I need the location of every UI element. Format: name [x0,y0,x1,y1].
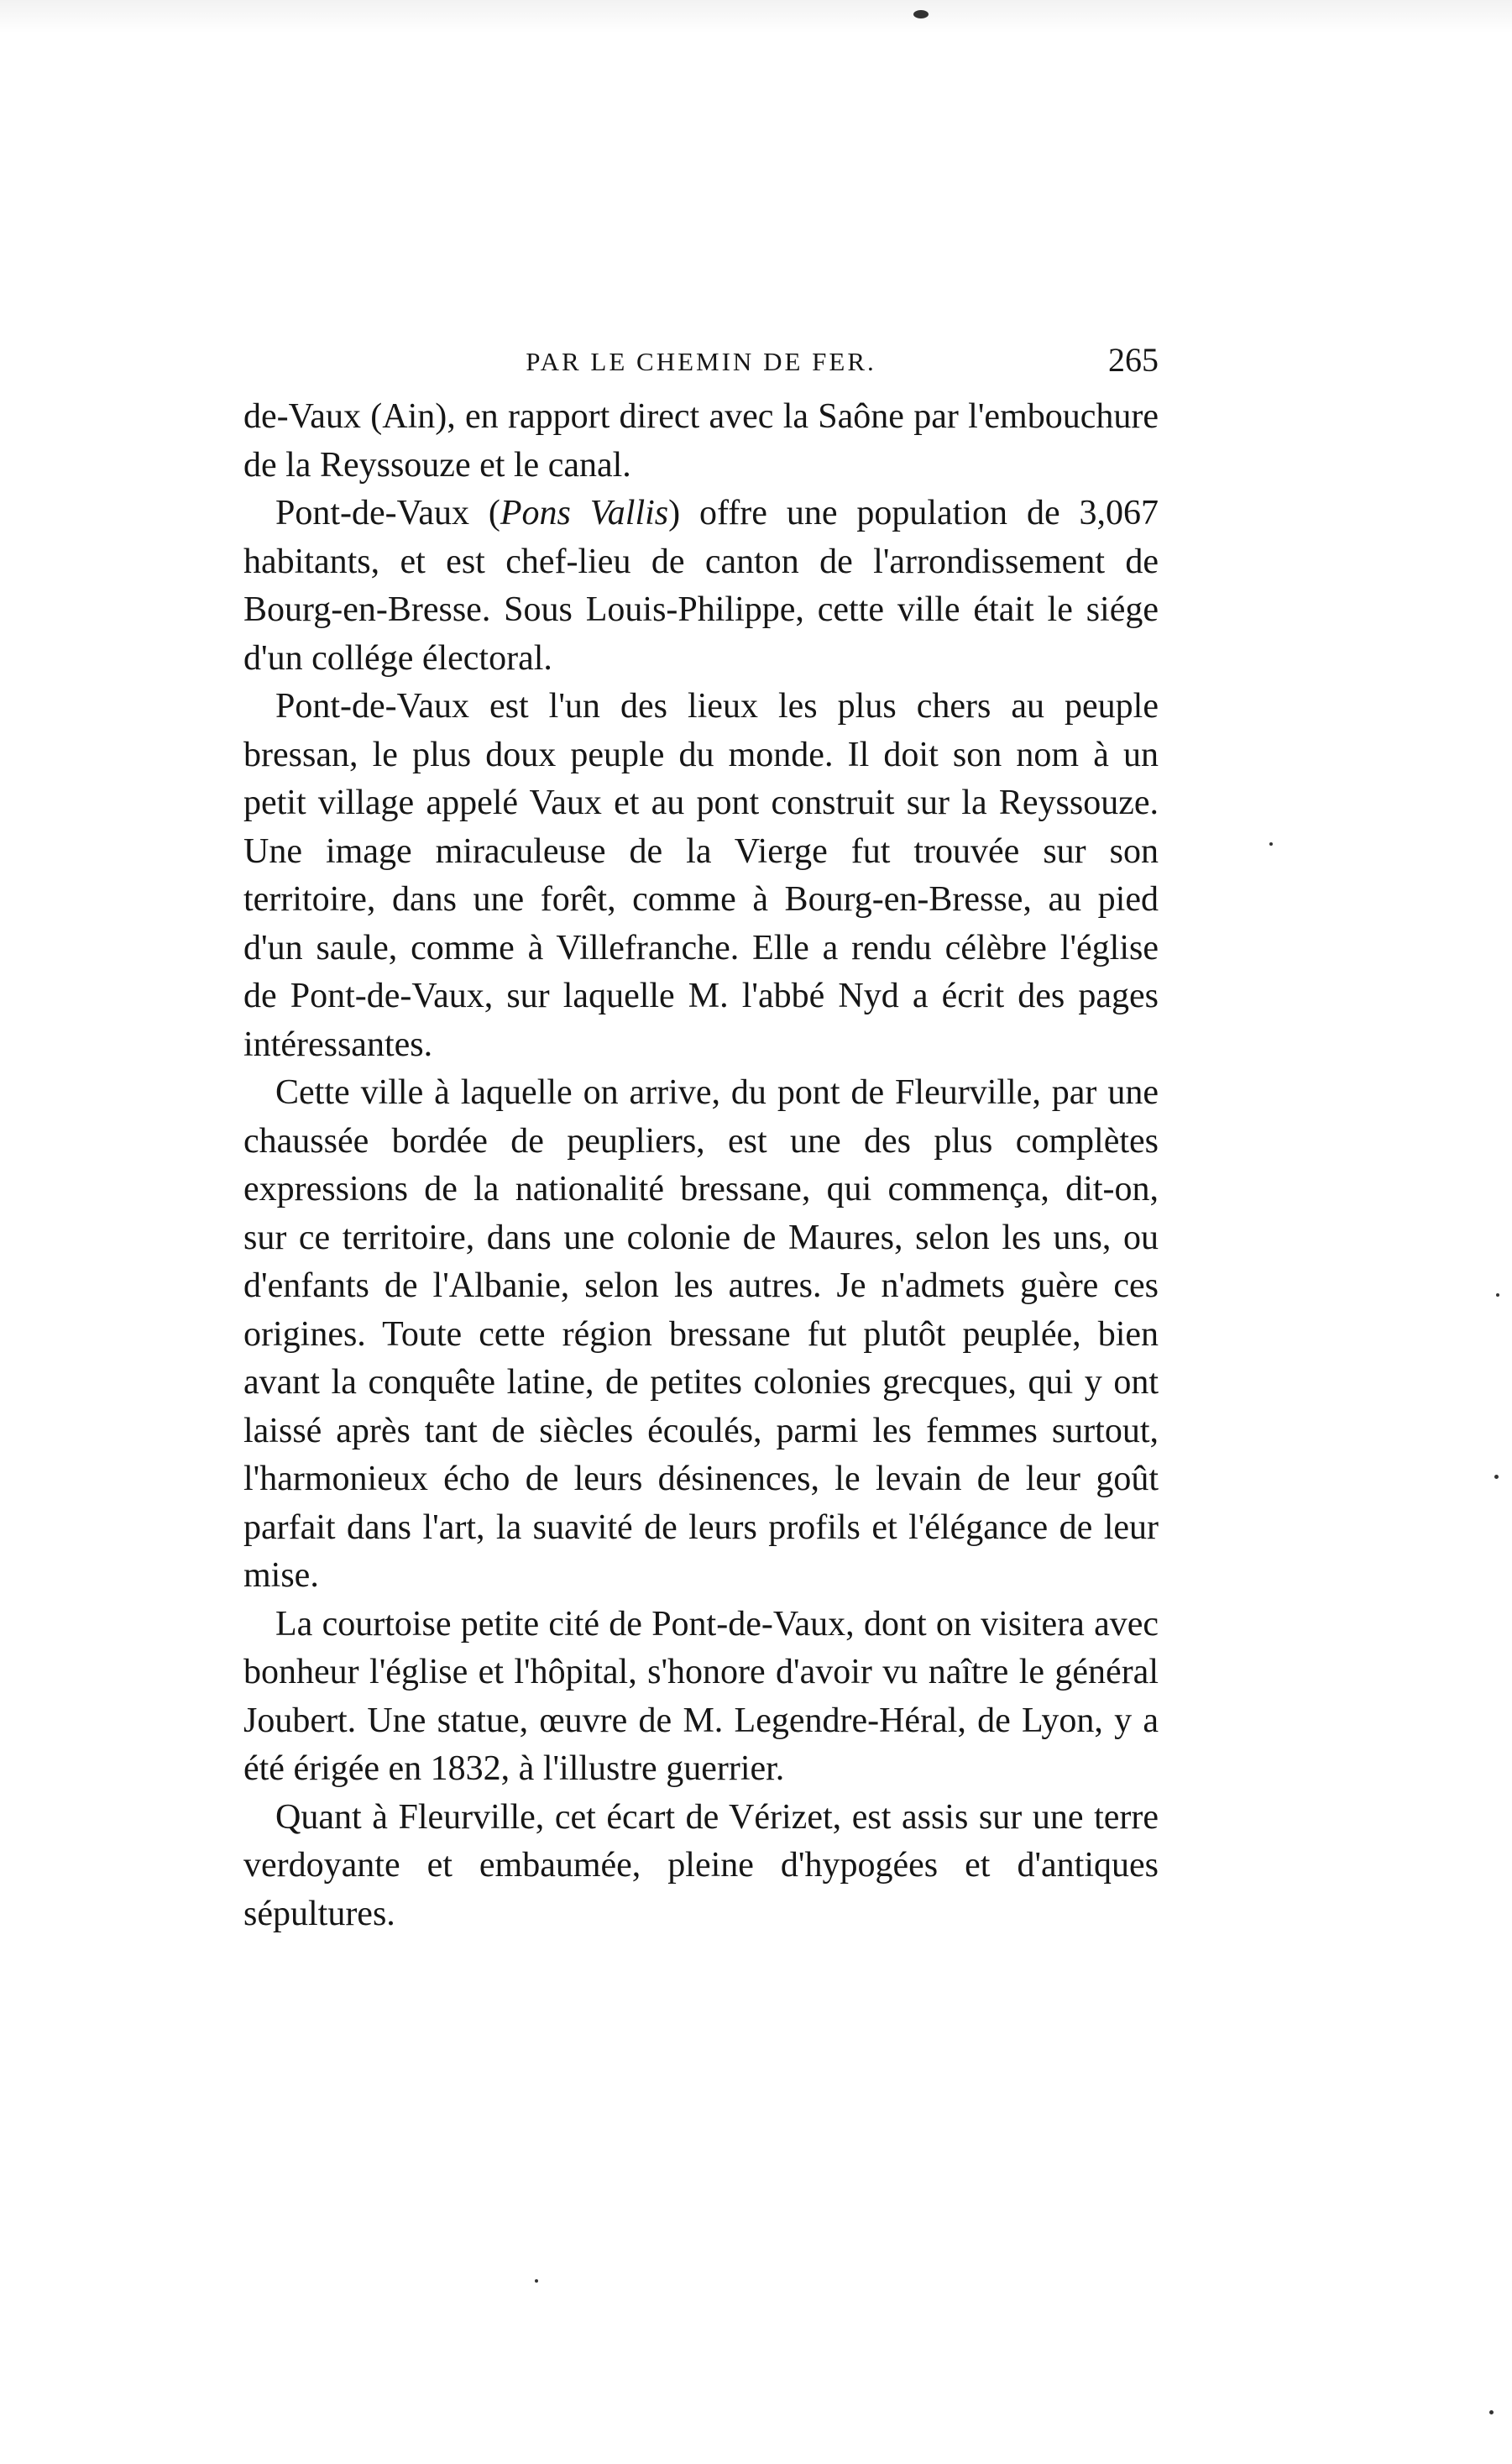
italic-text: Pons Vallis [500,494,669,532]
running-title: PAR LE CHEMIN DE FER. [526,347,876,376]
paragraph [243,1794,1159,1939]
body-text [243,393,1159,1938]
scan-speck [535,2279,538,2283]
text-run: de-Vaux (Ain), en rapport direct avec la Saône par l'embouchure de la Reyssouze et le canal. [243,397,1159,485]
running-head [243,340,1159,387]
text-run: Pont-de-Vaux ( [275,494,500,532]
text-run: La courtoise petite cité de Pont-de-Vaux, dont on visitera avec bonheur l'église et l'hôpital, s'honore d'avoir vu naître le général Joubert. Une statue, œuvre de M. Legendre-Héral, de Lyon, y a été érigée en 1832, à l'illustre guerrier. [243,1604,1159,1788]
text-run: Pont-de-Vaux est l'un des lieux les plus chers au peuple bressan, le plus doux peuple du monde. Il doit son nom à un petit village appelé Vaux et au pont construit sur la Reyssouze. Une image miraculeuse de la Vierge fut trouvée sur son territoire, dans une forêt, comme à Bourg-en-Bresse, au pied d'un saule, comme à Villefranche. Elle a rendu célèbre l'église de Pont-de-Vaux, sur laquelle M. l'abbé Nyd a écrit des pages intéressantes. [243,687,1159,1064]
text-run: Cette ville à laquelle on arrive, du pont de Fleurville, par une chaussée bordée de peupliers, est une des plus complètes expressions de la nationalité bressane, qui commença, dit-on, sur ce territoire, dans une colonie de Maures, selon les uns, ou d'enfants de l'Albanie, selon les autres. Je n'admets guère ces origines. Toute cette région bressane fut plutôt peuplée, bien avant la conquête latine, de petites colonies grecques, qui y ont laissé après tant de siècles écoulés, parmi les femmes surtout, l'harmonieux écho de leurs désinences, le levain de leur goût parfait dans l'art, la suavité de leurs profils et l'élégance de leur mise. [243,1073,1159,1595]
text-run: Quant à Fleurville, cet écart de Vérizet, est assis sur une terre verdoyante et embaumée, pleine d'hypogées et d'antiques sépultures. [243,1797,1159,1933]
text-run: ) offre une population de 3,067 habitants, et est chef-lieu de canton de l'arrondissement de Bourg-en-Bresse. Sous Louis-Philippe, cette ville était le siége d'un collége électoral. [243,494,1159,678]
scan-speck [1494,1475,1499,1479]
scan-noise [0,0,1512,34]
paragraph [243,490,1159,683]
scan-speck [1496,1293,1499,1297]
page-number: 265 [1108,341,1159,379]
scan-speck [1489,2410,1494,2414]
paragraph [243,1601,1159,1794]
paragraph [243,683,1159,1069]
paragraph [243,393,1159,490]
scan-speck [913,10,929,18]
scan-speck [1269,842,1273,846]
paragraph [243,1069,1159,1601]
